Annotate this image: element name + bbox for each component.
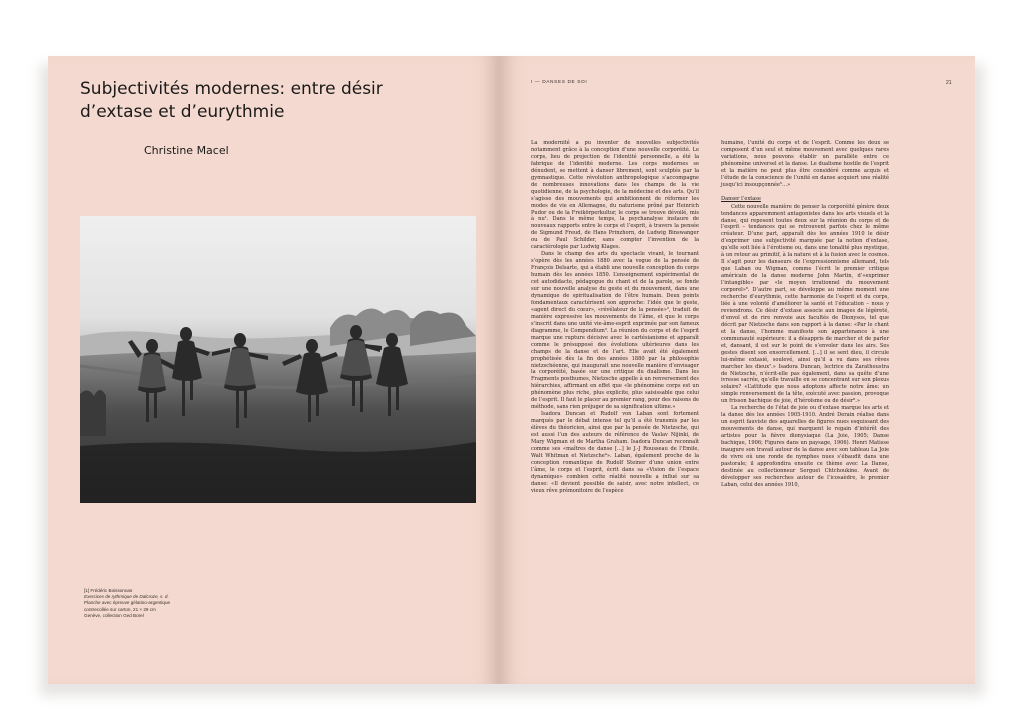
caption-line: contrecollée sur carton, 21 × 29 cm <box>84 606 156 612</box>
photo-caption <box>84 588 204 619</box>
author-name: Christine Macel <box>144 144 229 157</box>
paragraph: humaine, l’unité du corps et de l’esprit. Comme les deux se composent d’un seul et même mouvement avec quelques rares variations, nous pouvons établir un parallèle entre ce phénomène universel et la danse. Le dualisme hostile de l’esprit et la matière ne peut plus être considéré comme acquis et l’étude de la conscience de l’unité en danse acquiert une réalité jusqu’ici insoupçonnée⁵…» <box>721 140 889 188</box>
running-head: I — DANSES DE SOI <box>531 80 588 85</box>
caption-line: Genève, collection Ged Borel <box>84 612 144 618</box>
text-column-1 <box>531 140 699 495</box>
dancers-photograph <box>80 216 476 503</box>
paragraph: Cette nouvelle manière de penser la corporéité génère deux tendances apparemment antagonistes dans les arts visuels et la danse, qui reposent toutes deux sur la réunion du corps et de l’esprit – tendances qui se retrouvent parfois chez le même créateur. D’une part, apparaît dès les années 1910 le désir d’exprimer une subjectivité marquée par la notion d’extase, qu’elle soit liée à l’érotisme ou, dans une tonalité plus mystique, à un retour au primitif, à la nature et à la fusion avec le cosmos. Il s’agit pour les danseurs de l’expressionnisme allemand, tels que Laban ou Wigman, comme l’écrit le premier critique américain de la danse moderne John Martin, d’«exprimer l’intangible» par «le moyen irrationnel du mouvement corporel»⁶. D’autre part, se développe au même moment une recherche d’eurythmie, cette harmonie de l’esprit et du corps, liée à une volonté d’améliorer la santé et l’éducation – nous y reviendrons. Ce désir d’extase associe aux images de légèreté, d’envol et de rire renvoie aux facultés de Dionysos, tel que décrit par Nietzsche dans son rapport à la danse: «Par le chant et la danse, l’homme manifeste son appartenance à une communauté supérieure: il a désappris de marcher et de parler et, dansant, il est sur le point de s’envoler dans les airs. Ses gestes disent son ensorcellement. [...] il se sent dieu, il circule lui-même extasié, soulevé, ainsi qu’il a vu dans ses rêves marcher les dieux⁷.» Isadora Duncan, lectrice du Zarathoustra de Nietzsche, n’écrit-elle pas également, dans sa quête d’une ivresse sacrée, qu’elle travaille en se concentrant sur son plexus solaire? «L’attitude que nous adoptons affecte notre âme: un simple renversement de la tête, exécuté avec passion, provoque un frisson bachique de joie, d’héroïsme ou de désir⁸.» <box>721 203 889 405</box>
right-page <box>501 56 975 684</box>
caption-line: [1] Frédéric Boissonnas <box>84 588 133 593</box>
left-page <box>48 56 497 684</box>
text-column-2 <box>721 140 889 489</box>
paragraph: La recherche de l’état de joie ou d’extase marque les arts et la danse dès les années 1905-1910. André Derain réalise dans un esprit fauviste des aquarelles de figures nues esquissant des mouvements de danse, qui marquent le regain d’intérêt des artistes pour la fièvre dionysiaque (La Joie, 1905; Danse bachique, 1906; Figures dans un paysage, 1906). Henri Matisse inaugure son travail autour de la danse avec son tableau La Joie de vivre où une ronde de nymphes nues s’ébaudit dans une pastorale; il approfondira ensuite ce thème avec La Danse, destinée au collectionneur Sergueï Chtchoukine. Avant de développer ses recherches autour de l’icosaèdre, le premier Laban, celui des années 1910, <box>721 405 889 488</box>
section-heading: Danser l’extase <box>721 195 761 202</box>
page-number: 21 <box>946 80 952 86</box>
paragraph: La modernité a pu inventer de nouvelles subjectivités notamment grâce à la conception d’une nouvelle corporéité. Le corps, lieu de projection de l’identité personnelle, a été la fabrique de l’identité moderne. Les corps modernes se dénudent, se mettent à danser librement, sont sculptés par la gymnastique. Cette révolution anthropologique s’accompagne de nombreuses innovations dans les champs de la vie quotidienne, de la psychologie, de la médecine et des arts. Qu’il s’agisse des mouvements qui ambitionnent de réformer les modes de vie en Allemagne, du naturisme prôné par Heinrich Pudor ou de la Freikörperkultur, le corps se trouve dévoilé, mis à nu¹. Dans le même temps, la psychanalyse instaure de nouveaux rapports entre le corps et l’esprit, à travers la pensée de Sigmund Freud, de Hans Prinzhorn, de Ludwig Binswanger ou de Paul Schilder, sans compter l’invention de la caractérologie par Ludwig Klages. <box>531 140 699 251</box>
caption-line: Exercices de rythmique de Dalcroze, s. d. <box>84 594 169 600</box>
chapter-title: Subjectivités modernes: entre désir d’extase et d’eurythmie <box>80 79 383 122</box>
book-spread <box>48 56 975 684</box>
paragraph: Dans le champ des arts du spectacle vivant, le tournant s’opère dès les années 1880 avec la vogue de la pensée de François Delsarte, qui a établi une nouvelle conception du corps humain dès les années 1850. L’enseignement expérimental de cet autodidacte, pédagogue du chant et de la parole, se fonde sur une nouvelle analyse du geste et du mouvement, dans une dynamique de spiritualisation de l’être humain. Deux points fondamentaux caractérisent son approche: l’idée que le geste, «agent direct du cœur», «révélateur de la pensée»², traduit de manière expressive les mouvements de l’âme, et que le corps s’inscrit dans une unité vie-âme-esprit exprimée par son fameux diagramme, le Compendium³. La réunion du corps et de l’esprit marque une rupture décisive avec le cartésianisme et apparaît comme le présupposé des évolutions ultérieures dans les champs de la danse et de l’art. Elle avait été également prophétisée dès la fin des années 1880 par la philosophie nietzschéenne, qui inaugurait une nouvelle manière d’envisager la corporéité, basée sur une critique du dualisme. Dans les Fragments posthumes, Nietzsche appelle à un renversement des hiérarchies, affirmant en effet que «le phénomène corps est un phénomène plus riche, plus explicite, plus saisissable que celui de l’esprit. Il faut le placer au premier rang, pour des raisons de méthode, sans rien préjuger de sa signification ultime.» <box>531 251 699 411</box>
caption-line: Planche avec épreuve gélatino-argentique <box>84 600 171 606</box>
paragraph: Isadora Duncan et Rudolf von Laban sont fortement marqués par le débat intense tel qu’il a été transmis par les élèves du théoricien, ainsi que par la pensée de Nietzsche, qui est aussi l’un des auteurs de référence de Vaslav Nijinki, de Mary Wigman et de Martha Graham. Isadora Duncan reconnaît comme ses «maîtres de danse [...] le J.-J Rousseau de l’Emile, Walt Whitman et Nietzsche⁴». Laban, également proche de la conception romantique de Rudolf Steiner d’une union entre l’âme, le corps et l’esprit, écrit dans sa «Vision de l’espace dynamique» combien cette réalité nouvelle a influé sur sa danse: «Il devient possible de saisir, avec notre intellect, ce vieux rêve prémonitoire de l’espèce <box>531 411 699 494</box>
